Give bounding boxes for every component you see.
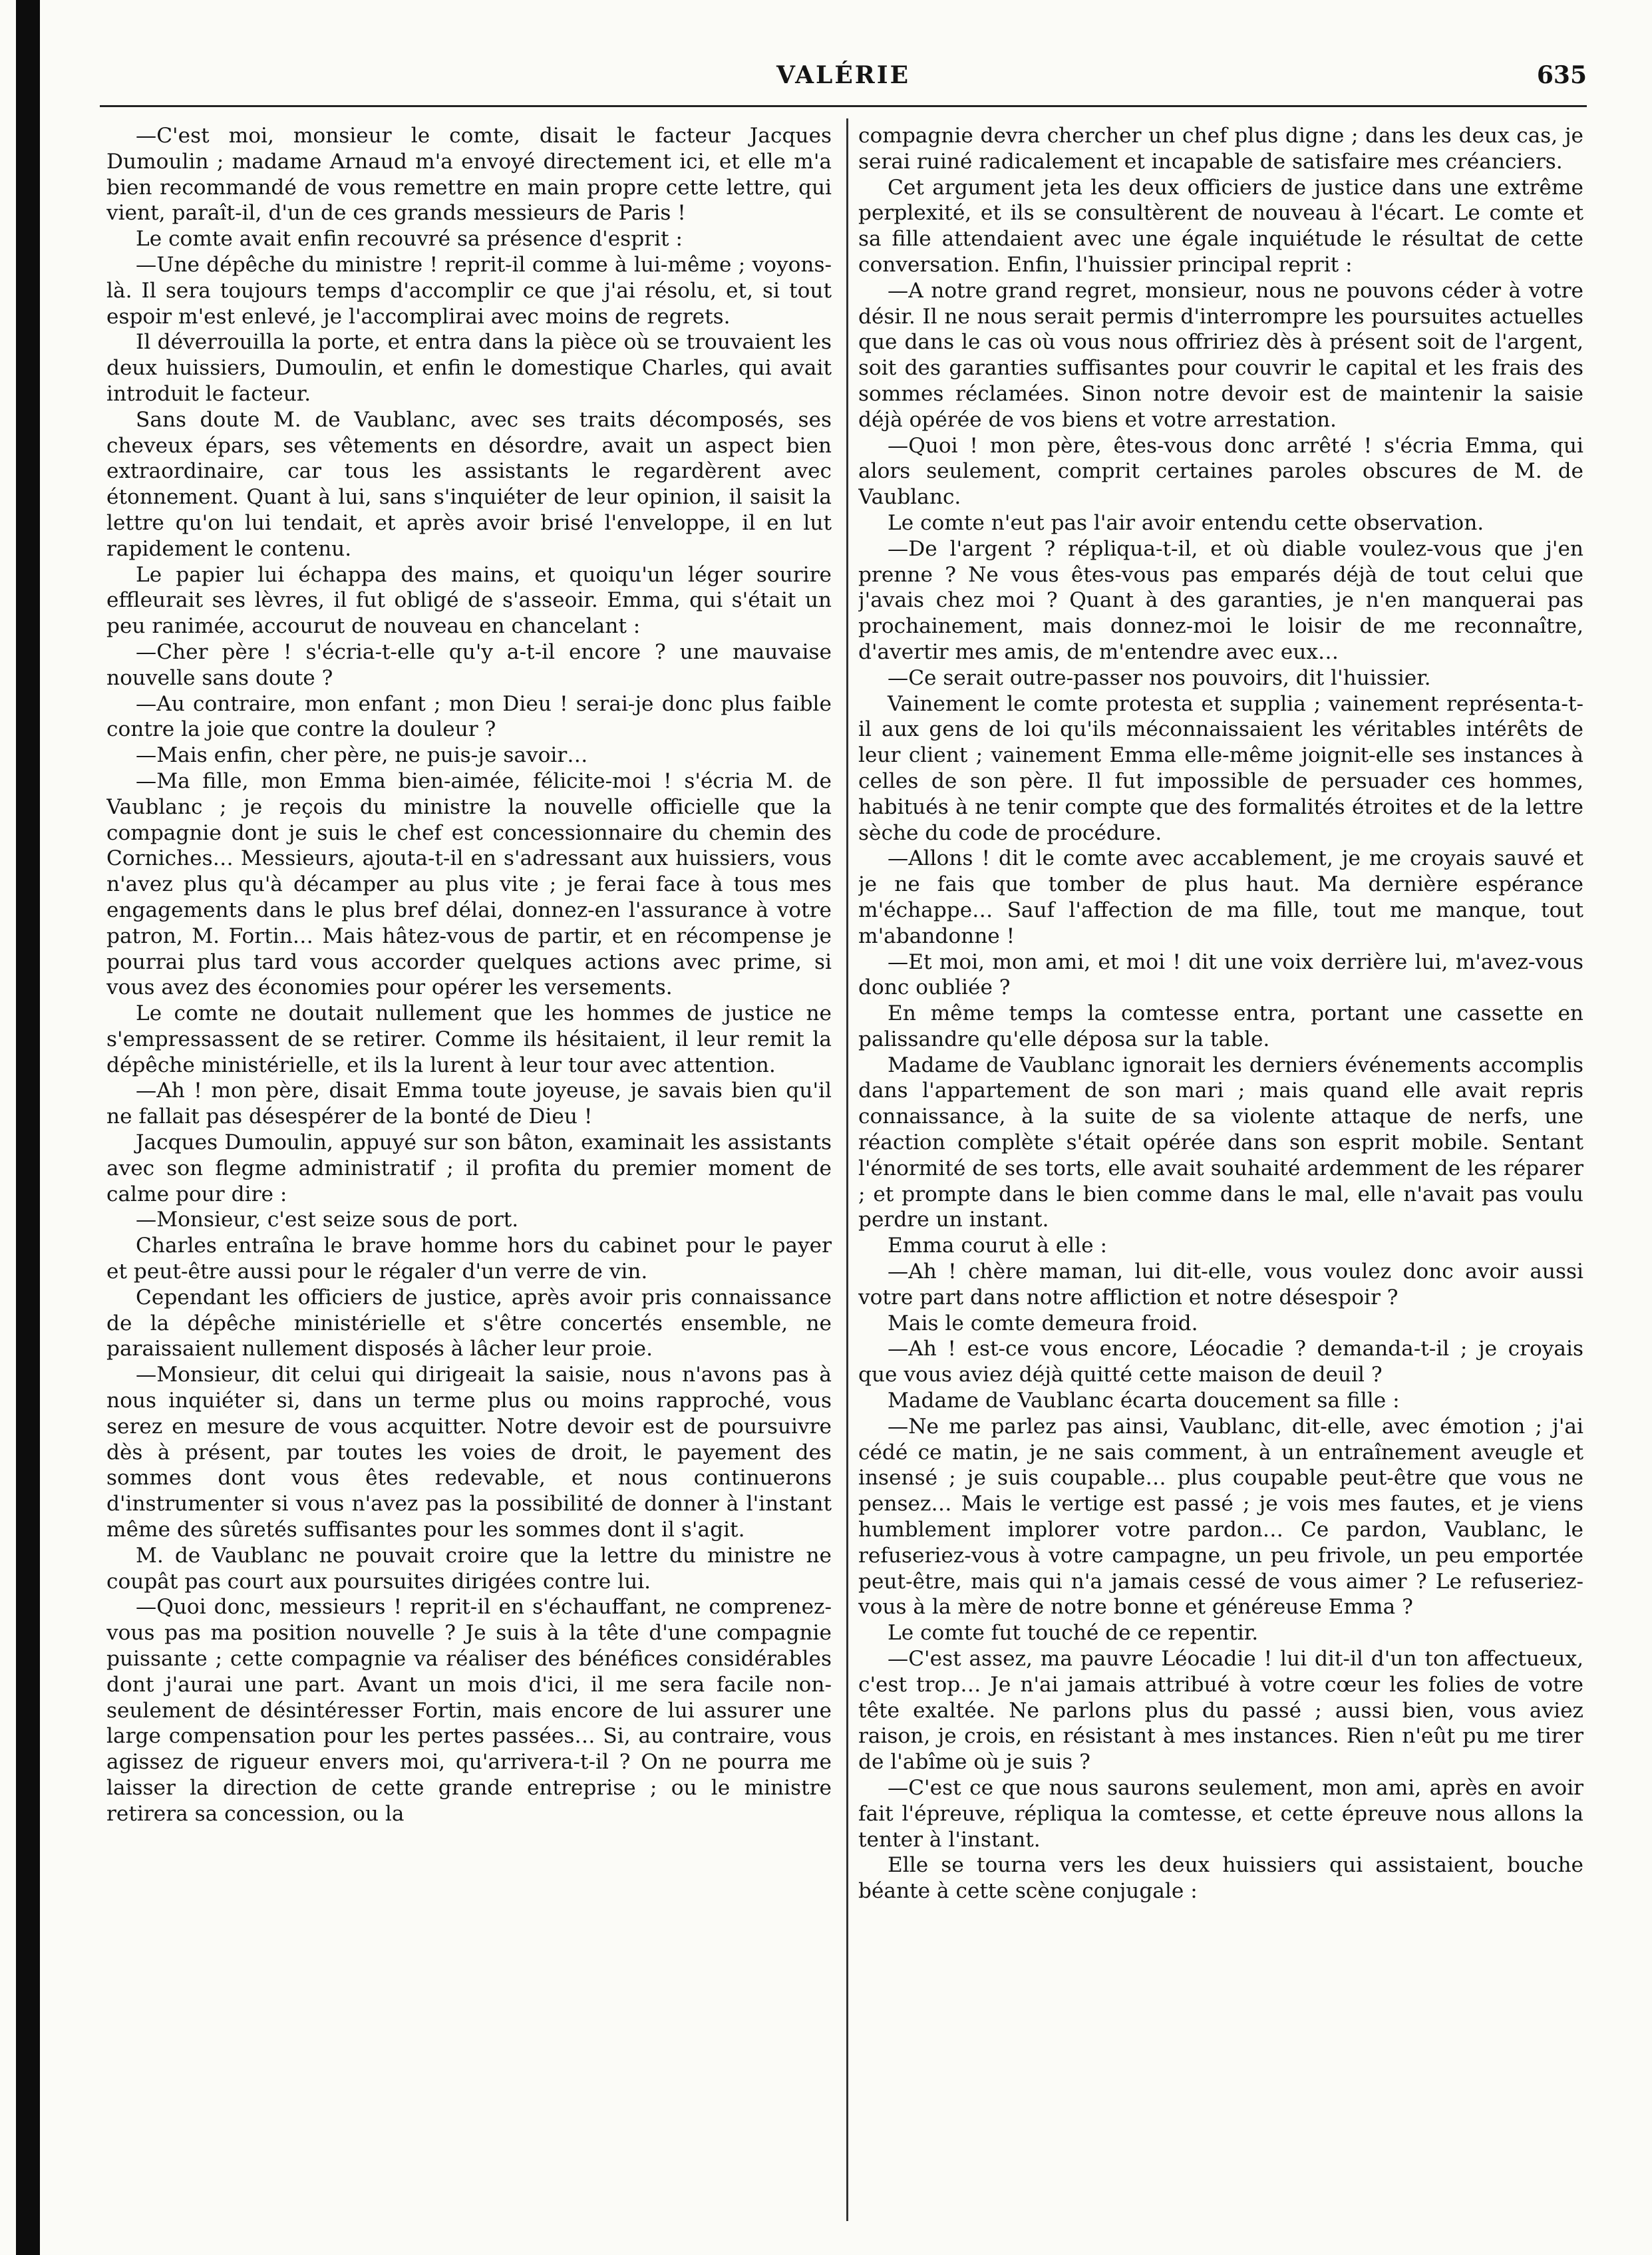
paragraph: —Ne me parlez pas ainsi, Vaublanc, dit-elle, avec émotion ; j'ai cédé ce matin, je ne sais comment, à un entraînement aveugle et insensé ; je suis coupable… plus coupable peut-être que vous ne pensez… Mais le vertige est passé ; je vois mes fautes, et je viens humblement implorer votre pardon… Ce pardon, Vaublanc, le refuseriez-vous à votre campagne, un peu frivole, un peu emportée peut-être, mais qui n'a jamais cessé de vous aimer ? Le refuseriez-vous à la mère de notre bonne et généreuse Emma ? (858, 1414, 1583, 1620)
paragraph: Madame de Vaublanc écarta doucement sa fille : (888, 1389, 1400, 1413)
paragraph: —Ah ! est-ce vous encore, Léocadie ? demanda-t-il ; je croyais que vous aviez déjà quitté cette maison de deuil ? (858, 1337, 1583, 1387)
paragraph: Le comte avait enfin recouvré sa présence d'esprit : (136, 227, 683, 252)
paragraph: Mais le comte demeura froid. (888, 1311, 1198, 1335)
page-header (100, 61, 1587, 108)
paragraph: Cet argument jeta les deux officiers de justice dans une extrême perplexité, et ils se consultèrent de nouveau à l'écart. Le comte et sa fille attendaient avec une égale inquiétude le résultat de cette conversation. Enfin, l'huissier principal reprit : (858, 175, 1583, 277)
paragraph: Vainement le comte protesta et supplia ; vainement représenta-t-il aux gens de loi qu'ils méconnaissaient les véritables intérêts de leur client ; vainement Emma elle-même joignit-elle ses instances à celles de son père. Il fut impossible de persuader ces hommes, habitués à ne tenir compte que des formalités étroites et de la lettre sèche du code de procédure. (858, 691, 1583, 845)
header-rule (100, 105, 1587, 107)
paragraph: Emma courut à elle : (888, 1234, 1107, 1258)
paragraph: compagnie devra chercher un chef plus digne ; dans les deux cas, je serai ruiné radicalement et incapable de satisfaire mes créanciers. (858, 124, 1583, 174)
paragraph: En même temps la comtesse entra, portant une cassette en palissandre qu'elle déposa sur la table. (858, 1001, 1583, 1051)
paragraph: —C'est assez, ma pauvre Léocadie ! lui dit-il d'un ton affectueux, c'est trop… Je n'ai jamais attribué à votre cœur les folies de votre tête exaltée. Ne parlons plus du passé ; aussi bien, vous aviez raison, je crois, en résistant à mes instances. Rien n'eût pu me tirer de l'abîme où je suis ? (858, 1647, 1583, 1775)
paragraph: —Cher père ! s'écria-t-elle qu'y a-t-il encore ? une mauvaise nouvelle sans doute ? (106, 639, 832, 690)
paragraph: —Monsieur, c'est seize sous de port. (136, 1208, 519, 1232)
paragraph: —Allons ! dit le comte avec accablement, je me croyais sauvé et je ne fais que tomber de plus haut. Ma dernière espérance m'échappe… Sauf l'affection de ma fille, tout me manque, tout m'abandonne ! (858, 846, 1583, 948)
paragraph: —Quoi donc, messieurs ! reprit-il en s'échauffant, ne comprenez-vous pas ma position nouvelle ? Je suis à la tête d'une compagnie puissante ; cette compagnie va réaliser des bénéfices considérables dont j'aurai une part. Avant un mois d'ici, il me sera facile non-seulement de désintéresser Fortin, mais encore de lui assurer une large compensation pour les pertes passées… Si, au contraire, vous agissez de rigueur envers moi, qu'arrivera-t-il ? On ne pourra me laisser la direction de cette grande entreprise ; ou le ministre retirera sa concession, ou la (106, 1595, 832, 1826)
paragraph: Le comte ne doutait nullement que les hommes de justice ne s'empressassent de se retirer. Comme ils hésitaient, il leur remit la dépêche ministérielle, et ils la lurent à leur tour avec attention. (106, 1001, 832, 1077)
paragraph: —Ah ! mon père, disait Emma toute joyeuse, je savais bien qu'il ne fallait pas désespérer de la bonté de Dieu ! (106, 1079, 832, 1129)
paragraph: Cependant les officiers de justice, après avoir pris connaissance de la dépêche ministérielle et s'être concertés ensemble, ne paraissaient nullement disposés à lâcher leur proie. (106, 1285, 832, 1361)
paragraph: —Quoi ! mon père, êtes-vous donc arrêté ! s'écria Emma, qui alors seulement, comprit certaines paroles obscures de M. de Vaublanc. (858, 433, 1583, 510)
paragraph: Il déverrouilla la porte, et entra dans la pièce où se trouvaient les deux huissiers, Dumoulin, et enfin le domestique Charles, qui avait introduit le facteur. (106, 330, 832, 406)
paragraph: —Ah ! chère maman, lui dit-elle, vous voulez donc avoir aussi votre part dans notre affliction et notre désespoir ? (858, 1260, 1583, 1309)
left-column (106, 123, 832, 2219)
running-title: VALÉRIE (776, 61, 911, 89)
page-number: 635 (1536, 61, 1587, 89)
paragraph: —Au contraire, mon enfant ; mon Dieu ! serai-je donc plus faible contre la joie que contre la douleur ? (106, 691, 832, 742)
paragraph: —C'est moi, monsieur le comte, disait le facteur Jacques Dumoulin ; madame Arnaud m'a envoyé directement ici, et elle m'a bien recommandé de vous remettre en main propre cette lettre, qui vient, paraît-il, d'un de ces grands messieurs de Paris ! (106, 124, 832, 226)
paragraph: Jacques Dumoulin, appuyé sur son bâton, examinait les assistants avec son flegme administratif ; il profita du premier moment de calme pour dire : (106, 1130, 832, 1206)
paragraph: Madame de Vaublanc ignorait les derniers événements accomplis dans l'appartement de son mari ; mais quand elle avait repris connaissance, à la suite de sa violente attaque de nerfs, une réaction complète s'était opérée dans son esprit mobile. Sentant l'énormité de ses torts, elle avait souhaité ardemment de les réparer ; et prompte dans le bien comme dans le mal, elle n'avait pas voulu perdre un instant. (858, 1053, 1583, 1232)
paragraph: —Monsieur, dit celui qui dirigeait la saisie, nous n'avons pas à nous inquiéter si, dans un terme plus ou moins rapproché, vous serez en mesure de vous acquitter. Notre devoir est de poursuivre dès à présent, par toutes les voies de droit, le payement des sommes dont vous êtes redevable, et nous continuerons d'instrumenter si vous n'avez pas la possibilité de donner à l'instant même des sûretés suffisantes pour les sommes dont il s'agit. (106, 1363, 832, 1542)
paragraph: —Ce serait outre-passer nos pouvoirs, dit l'huissier. (888, 665, 1431, 690)
paragraph: Le comte n'eut pas l'air avoir entendu cette observation. (888, 510, 1484, 535)
paragraph: M. de Vaublanc ne pouvait croire que la lettre du ministre ne coupât pas court aux poursuites dirigées contre lui. (106, 1543, 832, 1594)
column-divider (846, 118, 848, 2221)
paragraph: —Et moi, mon ami, et moi ! dit une voix derrière lui, m'avez-vous donc oubliée ? (858, 950, 1583, 1000)
paragraph: —A notre grand regret, monsieur, nous ne pouvons céder à votre désir. Il ne nous serait permis d'interrompre les poursuites actuelles que dans le cas où vous nous offririez dès à présent soit de l'argent, soit des garanties suffisantes pour couvrir le capital et les frais des sommes réclamées. Sinon notre devoir est de maintenir la saisie déjà opérée de vos biens et votre arrestation. (858, 278, 1583, 432)
paragraph: Sans doute M. de Vaublanc, avec ses traits décomposés, ses cheveux épars, ses vêtements en désordre, avait un aspect bien extraordinaire, car tous les assistants le regardèrent avec étonnement. Quant à lui, sans s'inquiéter de leur opinion, il saisit la lettre qu'on lui tendait, et après avoir brisé l'enveloppe, il en lut rapidement le contenu. (106, 407, 832, 561)
paragraph: Le papier lui échappa des mains, et quoiqu'un léger sourire effleurait ses lèvres, il fut obligé de s'asseoir. Emma, qui s'était un peu ranimée, accourut de nouveau en chancelant : (106, 562, 832, 639)
paragraph: —C'est ce que nous saurons seulement, mon ami, après en avoir fait l'épreuve, répliqua la comtesse, et cette épreuve nous allons la tenter à l'instant. (858, 1776, 1583, 1852)
paragraph: Le comte fut touché de ce repentir. (888, 1621, 1259, 1646)
paragraph: —Mais enfin, cher père, ne puis-je savoir… (136, 743, 588, 768)
paragraph: Charles entraîna le brave homme hors du cabinet pour le payer et peut-être aussi pour le régaler d'un verre de vin. (106, 1234, 832, 1284)
right-column (858, 123, 1583, 2219)
paragraph: —De l'argent ? répliqua-t-il, et où diable voulez-vous que j'en prenne ? Ne vous êtes-vous pas emparés déjà de tout celui que j'avais chez moi ? Quant à des garanties, je n'en manquerai pas prochainement, mais donnez-moi le loisir de me reconnaître, d'avertir mes amis, de m'entendre avec eux… (858, 536, 1583, 664)
scan-binding-edge (16, 0, 40, 2255)
paragraph: —Ma fille, mon Emma bien-aimée, félicite-moi ! s'écria M. de Vaublanc ; je reçois du ministre la nouvelle officielle que la compagnie dont je suis le chef est concessionnaire du chemin des Corniches… Messieurs, ajouta-t-il en s'adressant aux huissiers, vous n'avez plus qu'à décamper au plus vite ; je ferai face à tous mes engagements dans le plus bref délai, donnez-en l'assurance à votre patron, M. Fortin… Mais hâtez-vous de partir, et en récompense je pourrai plus tard vous accorder quelques actions avec prime, si vous avez des économies pour opérer les versements. (106, 769, 832, 1000)
paragraph: Elle se tourna vers les deux huissiers qui assistaient, bouche béante à cette scène conjugale : (858, 1853, 1583, 1904)
paragraph: —Une dépêche du ministre ! reprit-il comme à lui-même ; voyons-là. Il sera toujours temps d'accomplir ce que j'ai résolu, et, si tout espoir m'est enlevé, je l'accomplirai avec moins de regrets. (106, 252, 832, 329)
